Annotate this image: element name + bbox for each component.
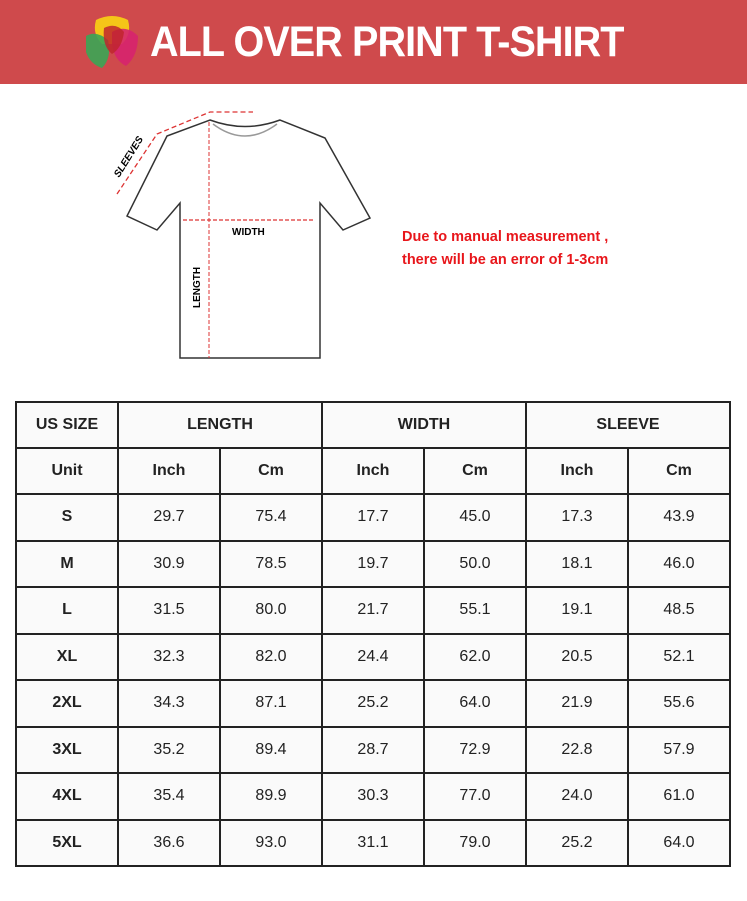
tshirt-diagram [105, 108, 385, 368]
table-row [16, 680, 730, 727]
value-cell: 24.4 [322, 634, 424, 681]
table-row [16, 727, 730, 774]
value-cell: 20.5 [526, 634, 628, 681]
header-length: LENGTH [118, 402, 322, 448]
value-cell: 64.0 [424, 680, 526, 727]
size-cell: S [16, 494, 118, 541]
size-cell: 3XL [16, 727, 118, 774]
width-label: WIDTH [232, 227, 265, 238]
sleeves-label: SLEEVES [112, 134, 146, 180]
value-cell: 24.0 [526, 773, 628, 820]
value-cell: 55.1 [424, 587, 526, 634]
value-cell: 34.3 [118, 680, 220, 727]
value-cell: 28.7 [322, 727, 424, 774]
unit-cell: Inch [118, 448, 220, 494]
value-cell: 21.9 [526, 680, 628, 727]
value-cell: 80.0 [220, 587, 322, 634]
value-cell: 30.3 [322, 773, 424, 820]
value-cell: 77.0 [424, 773, 526, 820]
length-label: LENGTH [192, 266, 203, 308]
note-line-1: Due to manual measurement , [402, 229, 609, 245]
value-cell: 57.9 [628, 727, 730, 774]
size-cell: L [16, 587, 118, 634]
value-cell: 45.0 [424, 494, 526, 541]
note-line-2: there will be an error of 1-3cm [402, 252, 609, 268]
group-header-row [16, 402, 730, 448]
value-cell: 31.1 [322, 820, 424, 867]
size-cell: XL [16, 634, 118, 681]
unit-cell: Unit [16, 448, 118, 494]
value-cell: 19.7 [322, 541, 424, 588]
table-row [16, 494, 730, 541]
value-cell: 52.1 [628, 634, 730, 681]
value-cell: 89.4 [220, 727, 322, 774]
value-cell: 30.9 [118, 541, 220, 588]
table-row [16, 587, 730, 634]
size-cell: M [16, 541, 118, 588]
value-cell: 22.8 [526, 727, 628, 774]
value-cell: 19.1 [526, 587, 628, 634]
table-row [16, 541, 730, 588]
value-cell: 43.9 [628, 494, 730, 541]
unit-cell: Inch [322, 448, 424, 494]
value-cell: 78.5 [220, 541, 322, 588]
value-cell: 17.7 [322, 494, 424, 541]
value-cell: 17.3 [526, 494, 628, 541]
value-cell: 25.2 [322, 680, 424, 727]
unit-cell: Cm [220, 448, 322, 494]
unit-cell: Cm [628, 448, 730, 494]
unit-row [16, 448, 730, 494]
header-sleeve: SLEEVE [526, 402, 730, 448]
value-cell: 64.0 [628, 820, 730, 867]
value-cell: 35.4 [118, 773, 220, 820]
size-cell: 4XL [16, 773, 118, 820]
value-cell: 35.2 [118, 727, 220, 774]
value-cell: 93.0 [220, 820, 322, 867]
value-cell: 25.2 [526, 820, 628, 867]
table-row [16, 634, 730, 681]
value-cell: 21.7 [322, 587, 424, 634]
unit-cell: Inch [526, 448, 628, 494]
table-row [16, 773, 730, 820]
value-cell: 79.0 [424, 820, 526, 867]
header-width: WIDTH [322, 402, 526, 448]
size-cell: 2XL [16, 680, 118, 727]
header-banner [0, 0, 747, 84]
value-cell: 75.4 [220, 494, 322, 541]
value-cell: 89.9 [220, 773, 322, 820]
unit-cell: Cm [424, 448, 526, 494]
value-cell: 62.0 [424, 634, 526, 681]
value-cell: 72.9 [424, 727, 526, 774]
size-chart-table [15, 401, 731, 867]
value-cell: 32.3 [118, 634, 220, 681]
value-cell: 29.7 [118, 494, 220, 541]
value-cell: 31.5 [118, 587, 220, 634]
page-title: ALL OVER PRINT T-SHIRT [150, 18, 624, 66]
size-cell: 5XL [16, 820, 118, 867]
value-cell: 82.0 [220, 634, 322, 681]
value-cell: 48.5 [628, 587, 730, 634]
value-cell: 50.0 [424, 541, 526, 588]
value-cell: 55.6 [628, 680, 730, 727]
value-cell: 61.0 [628, 773, 730, 820]
header-us-size: US SIZE [16, 402, 118, 448]
value-cell: 18.1 [526, 541, 628, 588]
value-cell: 36.6 [118, 820, 220, 867]
value-cell: 87.1 [220, 680, 322, 727]
value-cell: 46.0 [628, 541, 730, 588]
measurement-note [402, 226, 608, 272]
table-row [16, 820, 730, 867]
brand-logo-icon [82, 14, 142, 70]
